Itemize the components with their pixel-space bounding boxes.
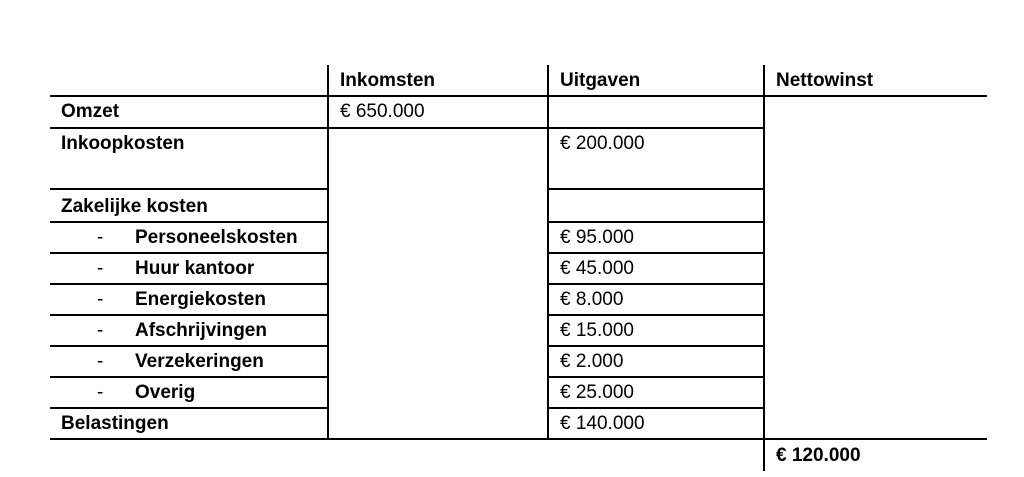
sub-item-label: Energiekosten	[135, 289, 266, 310]
header-net-profit: Nettowinst	[776, 70, 874, 91]
row-rule-6-exp	[547, 376, 763, 378]
row-rule-2	[50, 252, 327, 254]
revenue-income: € 650.000	[340, 101, 425, 122]
row-rule-5	[50, 345, 327, 347]
row-rule-4-exp	[547, 314, 763, 316]
header-expenses: Uitgaven	[560, 70, 641, 91]
bottom-rule	[50, 438, 987, 440]
row-rule-zakelijk-exp	[547, 221, 763, 223]
sub-item-label: Overig	[135, 382, 196, 403]
sub-item-label: Afschrijvingen	[135, 320, 267, 341]
row-label-revenue: Omzet	[61, 101, 120, 122]
bullet-dash: -	[97, 289, 104, 310]
row-rule-6	[50, 376, 327, 378]
sub-item-label: Huur kantoor	[135, 258, 255, 279]
taxes-expense: € 140.000	[560, 413, 645, 434]
row-label-business-costs: Zakelijke kosten	[61, 196, 208, 217]
row-label-taxes: Belastingen	[61, 413, 169, 434]
purchase-costs-expense: € 200.000	[560, 133, 645, 154]
sub-item-expense: € 8.000	[560, 289, 624, 310]
header-incomes: Inkomsten	[340, 70, 436, 91]
sub-item-expense: € 45.000	[560, 258, 634, 279]
sub-item-label: Verzekeringen	[135, 351, 264, 372]
net-profit-value: € 120.000	[776, 445, 861, 466]
sub-item-expense: € 95.000	[560, 227, 634, 248]
row-rule-inkoop	[50, 188, 327, 190]
bullet-dash: -	[97, 320, 104, 341]
col-divider-1	[327, 65, 329, 439]
sub-item-label: Personeelskosten	[135, 227, 298, 248]
row-label-purchase-costs: Inkoopkosten	[61, 133, 185, 154]
row-rule-5-exp	[547, 345, 763, 347]
row-rule-zakelijk	[50, 221, 327, 223]
row-rule-7	[50, 407, 327, 409]
sub-item-expense: € 2.000	[560, 351, 624, 372]
row-rule-2-exp	[547, 252, 763, 254]
row-rule-7-exp	[547, 407, 763, 409]
row-rule-3-exp	[547, 283, 763, 285]
header-rule	[50, 95, 987, 97]
row-rule-3	[50, 283, 327, 285]
sub-item-expense: € 25.000	[560, 382, 634, 403]
bullet-dash: -	[97, 351, 104, 372]
sub-item-expense: € 15.000	[560, 320, 634, 341]
row-rule-omzet	[50, 127, 763, 129]
bullet-dash: -	[97, 382, 104, 403]
bullet-dash: -	[97, 258, 104, 279]
bullet-dash: -	[97, 227, 104, 248]
col-divider-3	[763, 65, 765, 471]
row-rule-expenses-1	[547, 188, 763, 190]
row-rule-4	[50, 314, 327, 316]
